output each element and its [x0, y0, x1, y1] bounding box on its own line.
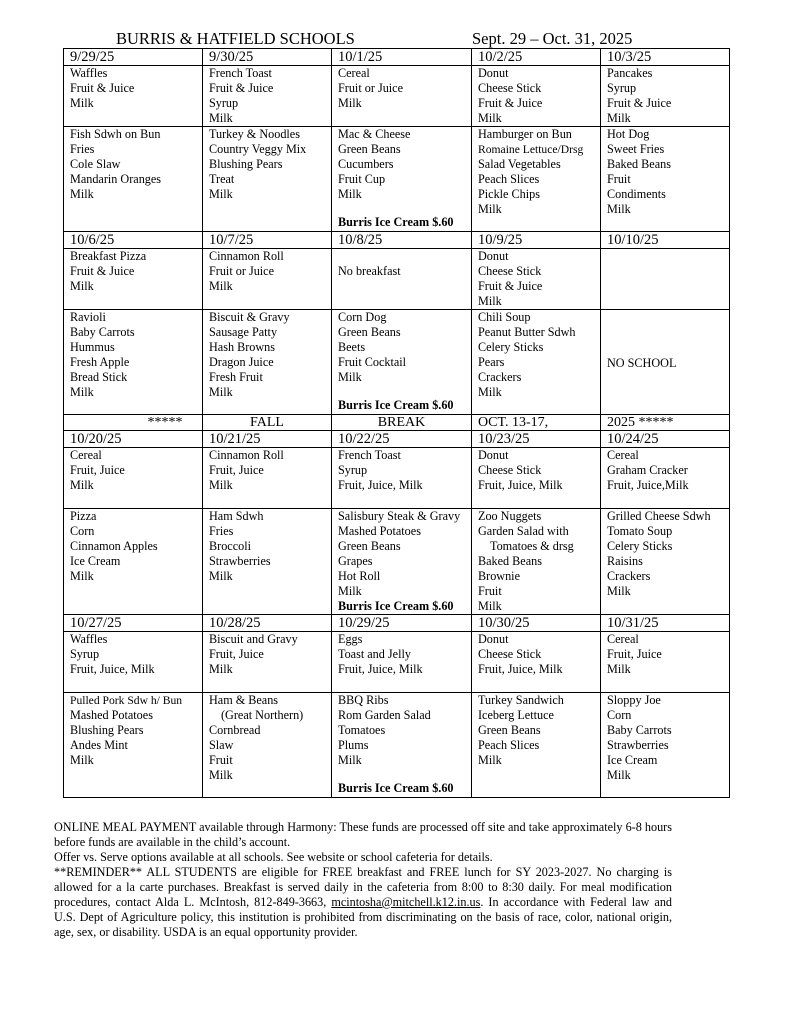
ice-cream-note: Burris Ice Cream $.60	[338, 215, 454, 229]
menu-item: Country Veggy Mix	[209, 142, 307, 156]
school-name: BURRIS & HATFIELD SCHOOLS	[116, 29, 355, 48]
menu-item: Grilled Cheese Sdwh	[607, 509, 711, 523]
menu-item: Biscuit & Gravy	[209, 310, 290, 324]
fall-break-cell: OCT. 13-17,	[472, 415, 601, 431]
footer-policy-text: . In accordance with Federal law and U.S. Dept of Agriculture policy, this institution is prohibited from discriminating on the basis of race, color, national origin, age, sex, or disability. USDA is an equal opportunity provider.	[54, 895, 673, 939]
day-date: 9/30/25	[203, 49, 332, 66]
menu-item: Milk	[478, 599, 502, 613]
menu-item: Hummus	[70, 340, 115, 354]
menu-item: Ham & Beans	[209, 693, 279, 707]
menu-item: Rom Garden Salad	[338, 708, 431, 722]
menu-item: Fruit, Juice, Milk	[338, 662, 423, 676]
lunch-cell	[472, 127, 601, 232]
menu-item: Waffles	[70, 66, 108, 80]
breakfast-cell	[601, 632, 730, 693]
menu-item: Syrup	[209, 96, 239, 110]
menu-item: Bread Stick	[70, 370, 128, 384]
menu-item: Cornbread	[209, 723, 261, 737]
menu-item: Fruit & Juice	[70, 264, 135, 278]
menu-item: Fruit, Juice	[209, 463, 264, 477]
menu-item: Slaw	[209, 738, 234, 752]
lunch-row	[64, 693, 730, 798]
menu-item: Raisins	[607, 554, 643, 568]
menu-item: Cinnamon Roll	[209, 249, 284, 263]
menu-item: Milk	[607, 662, 631, 676]
fall-break-row	[64, 415, 730, 431]
menu-item: Grapes	[338, 554, 373, 568]
lunch-row	[64, 509, 730, 615]
menu-item: Celery Sticks	[607, 539, 673, 553]
menu-item: Zoo Nuggets	[478, 509, 542, 523]
breakfast-cell	[203, 66, 332, 127]
menu-item: Fruit, Juice	[607, 647, 662, 661]
menu-item: French Toast	[338, 448, 401, 462]
menu-item: Milk	[478, 385, 502, 399]
breakfast-row	[64, 448, 730, 509]
menu-item: Milk	[70, 753, 94, 767]
day-date: 10/21/25	[203, 431, 332, 448]
day-date: 10/3/25	[601, 49, 730, 66]
menu-item: Milk	[209, 385, 233, 399]
day-date: 10/10/25	[601, 232, 730, 249]
menu-item: Celery Sticks	[478, 340, 544, 354]
menu-item: Cereal	[607, 448, 639, 462]
menu-item: Fries	[209, 524, 234, 538]
breakfast-cell	[64, 249, 203, 310]
day-date: 10/29/25	[332, 615, 472, 632]
menu-item: Baked Beans	[607, 157, 671, 171]
page-header	[63, 30, 729, 48]
menu-item: Waffles	[70, 632, 108, 646]
menu-item: Fruit, Juice, Milk	[70, 662, 155, 676]
breakfast-cell	[601, 249, 730, 310]
fall-break-cell: FALL	[203, 415, 332, 431]
menu-item: Fruit & Juice	[478, 96, 543, 110]
lunch-cell	[203, 310, 332, 415]
menu-item: Cheese Stick	[478, 647, 542, 661]
fall-break-cell: 2025 *****	[601, 415, 730, 431]
footer-notes	[54, 820, 672, 940]
menu-item: Fruit, Juice, Milk	[478, 662, 563, 676]
menu-item: Milk	[338, 584, 362, 598]
day-date: 10/27/25	[64, 615, 203, 632]
menu-item: Green Beans	[338, 539, 401, 553]
menu-page	[63, 29, 729, 795]
ice-cream-note: Burris Ice Cream $.60	[338, 398, 454, 412]
menu-item: Milk	[209, 111, 233, 125]
menu-item: Milk	[607, 111, 631, 125]
menu-item: Syrup	[607, 81, 637, 95]
menu-item: Cereal	[70, 448, 102, 462]
breakfast-cell	[332, 66, 472, 127]
menu-item: Cereal	[338, 66, 370, 80]
lunch-row	[64, 310, 730, 415]
menu-item: Fruit & Juice	[478, 279, 543, 293]
menu-item: Donut	[478, 448, 509, 462]
menu-item: Mandarin Oranges	[70, 172, 162, 186]
menu-item: Andes Mint	[70, 738, 128, 752]
menu-item: Green Beans	[338, 325, 401, 339]
breakfast-cell	[472, 66, 601, 127]
menu-item: Tomatoes	[338, 723, 386, 737]
breakfast-cell	[332, 249, 472, 310]
breakfast-cell	[601, 66, 730, 127]
menu-item: Corn Dog	[338, 310, 387, 324]
menu-item: Fries	[70, 142, 95, 156]
menu-item: Peach Slices	[478, 172, 540, 186]
lunch-cell	[332, 693, 472, 798]
menu-calendar-table	[63, 48, 730, 798]
menu-item: Milk	[607, 202, 631, 216]
menu-item: Strawberries	[209, 554, 271, 568]
menu-item: Fresh Apple	[70, 355, 130, 369]
day-date: 10/20/25	[64, 431, 203, 448]
menu-item: Iceberg Lettuce	[478, 708, 554, 722]
day-date: 10/31/25	[601, 615, 730, 632]
menu-item: Fruit, Juice	[209, 647, 264, 661]
menu-item: Hot Roll	[338, 569, 381, 583]
menu-item: Fruit, Juice	[70, 463, 125, 477]
menu-item: Turkey & Noodles	[209, 127, 300, 141]
menu-item: Milk	[607, 584, 631, 598]
menu-item: Syrup	[338, 463, 368, 477]
day-date: 10/1/25	[332, 49, 472, 66]
menu-item: Blushing Pears	[209, 157, 283, 171]
lunch-cell	[601, 693, 730, 798]
menu-item: Milk	[209, 478, 233, 492]
day-date: 10/22/25	[332, 431, 472, 448]
menu-item: Pickle Chips	[478, 187, 540, 201]
day-date: 10/8/25	[332, 232, 472, 249]
lunch-cell	[332, 310, 472, 415]
menu-item: Cereal	[607, 632, 639, 646]
menu-table-body	[64, 49, 730, 798]
breakfast-row	[64, 66, 730, 127]
breakfast-cell	[64, 448, 203, 509]
day-date: 10/6/25	[64, 232, 203, 249]
footer-payment-note: ONLINE MEAL PAYMENT available through Harmony: These funds are processed off site and take approximately 6-8 hours before funds are available in the child’s account.	[54, 820, 672, 849]
menu-item: Donut	[478, 249, 509, 263]
lunch-cell	[332, 509, 472, 615]
fall-break-cell: *****	[64, 415, 203, 431]
menu-item: Milk	[338, 187, 362, 201]
menu-item: Milk	[70, 96, 94, 110]
menu-item: Pancakes	[607, 66, 653, 80]
menu-item: Fruit or Juice	[338, 81, 403, 95]
menu-item: Cole Slaw	[70, 157, 121, 171]
lunch-cell	[332, 127, 472, 232]
lunch-cell	[203, 127, 332, 232]
menu-item: Fruit & Juice	[209, 81, 274, 95]
menu-item: BBQ Ribs	[338, 693, 389, 707]
breakfast-cell	[64, 66, 203, 127]
menu-item: Milk	[70, 187, 94, 201]
menu-item: Fruit	[209, 753, 233, 767]
menu-item: Beets	[338, 340, 366, 354]
breakfast-cell	[472, 632, 601, 693]
menu-item: Fruit	[607, 172, 631, 186]
menu-item: Eggs	[338, 632, 363, 646]
menu-item: Sweet Fries	[607, 142, 665, 156]
breakfast-row	[64, 249, 730, 310]
breakfast-cell	[332, 632, 472, 693]
menu-item: Milk	[209, 187, 233, 201]
lunch-cell	[472, 310, 601, 415]
menu-item: Condiments	[607, 187, 666, 201]
menu-item: Mac & Cheese	[338, 127, 411, 141]
menu-item: Baked Beans	[478, 554, 542, 568]
breakfast-cell	[203, 632, 332, 693]
ice-cream-note: Burris Ice Cream $.60	[338, 599, 454, 613]
menu-item: Milk	[209, 279, 233, 293]
menu-item: Sloppy Joe	[607, 693, 661, 707]
menu-item: Peach Slices	[478, 738, 540, 752]
menu-item: Milk	[209, 569, 233, 583]
menu-item: Milk	[70, 569, 94, 583]
breakfast-cell	[472, 448, 601, 509]
menu-item: Milk	[209, 768, 233, 782]
breakfast-cell	[64, 632, 203, 693]
breakfast-cell	[332, 448, 472, 509]
menu-item: Hot Dog	[607, 127, 650, 141]
menu-item: Crackers	[478, 370, 522, 384]
menu-item: Milk	[209, 662, 233, 676]
no-breakfast-note: No breakfast	[338, 264, 401, 278]
menu-item: Strawberries	[607, 738, 669, 752]
menu-item: Salisbury Steak & Gravy	[338, 509, 461, 523]
menu-item: Blushing Pears	[70, 723, 144, 737]
menu-item: Baby Carrots	[70, 325, 135, 339]
menu-item: Tomato Soup	[607, 524, 673, 538]
menu-item: Milk	[70, 478, 94, 492]
menu-item: Treat	[209, 172, 235, 186]
breakfast-cell	[203, 448, 332, 509]
menu-item: Milk	[607, 768, 631, 782]
menu-item: Hash Browns	[209, 340, 276, 354]
menu-item: Milk	[478, 111, 502, 125]
lunch-row	[64, 127, 730, 232]
menu-item: Toast and Jelly	[338, 647, 411, 661]
ice-cream-note: Burris Ice Cream $.60	[338, 781, 454, 795]
lunch-cell	[601, 509, 730, 615]
menu-item: Ice Cream	[70, 554, 121, 568]
footer-reminder-text: **REMINDER** ALL STUDENTS are eligible for FREE breakfast and FREE lunch for SY 2023-2027. No charging is allowed for a la carte purchases. Breakfast is served daily in the cafeteria from 8:00 to 8:30 daily. For meal modification procedures, contact Alda L. McIntosh, 812-849-3663,	[54, 865, 672, 909]
lunch-cell	[64, 693, 203, 798]
menu-item: Sausage Patty	[209, 325, 278, 339]
lunch-cell	[601, 310, 730, 415]
menu-item: Salad Vegetables	[478, 157, 561, 171]
contact-email-link[interactable]: mcintosha@mitchell.k12.in.us	[331, 895, 481, 909]
day-date: 10/2/25	[472, 49, 601, 66]
footer-reminder-note	[54, 865, 672, 940]
menu-item: Milk	[478, 753, 502, 767]
menu-item: Corn	[607, 708, 632, 722]
breakfast-cell	[472, 249, 601, 310]
menu-item: Crackers	[607, 569, 651, 583]
day-date: 10/30/25	[472, 615, 601, 632]
menu-item: Donut	[478, 632, 509, 646]
day-date: 10/28/25	[203, 615, 332, 632]
week-date-row	[64, 49, 730, 66]
menu-item: Cheese Stick	[478, 264, 542, 278]
menu-item: Fruit & Juice	[70, 81, 135, 95]
menu-item: Dragon Juice	[209, 355, 274, 369]
menu-item: Graham Cracker	[607, 463, 688, 477]
menu-item: Plums	[338, 738, 369, 752]
no-school-note: NO SCHOOL	[607, 356, 677, 370]
menu-item: Mashed Potatoes	[338, 524, 421, 538]
lunch-cell	[64, 127, 203, 232]
lunch-cell	[472, 693, 601, 798]
week-date-row	[64, 232, 730, 249]
menu-item: Fruit	[478, 584, 502, 598]
menu-item: Milk	[70, 385, 94, 399]
menu-item: Cinnamon Roll	[209, 448, 284, 462]
menu-item: Biscuit and Gravy	[209, 632, 298, 646]
menu-item: Milk	[338, 370, 362, 384]
menu-item: (Great Northern)	[221, 708, 304, 722]
menu-item: Fruit & Juice	[607, 96, 672, 110]
menu-item: Fresh Fruit	[209, 370, 263, 384]
menu-item: Milk	[478, 294, 502, 308]
menu-item: Ice Cream	[607, 753, 658, 767]
menu-item: Donut	[478, 66, 509, 80]
menu-item: Ravioli	[70, 310, 106, 324]
fall-break-cell: BREAK	[332, 415, 472, 431]
lunch-cell	[64, 509, 203, 615]
menu-item: Fruit Cocktail	[338, 355, 407, 369]
menu-item: Pears	[478, 355, 505, 369]
menu-item: Fruit, Juice, Milk	[478, 478, 563, 492]
menu-item: Tomatoes & drsg	[490, 539, 574, 553]
menu-item: Milk	[70, 279, 94, 293]
day-date: 9/29/25	[64, 49, 203, 66]
breakfast-row	[64, 632, 730, 693]
menu-item: Pizza	[70, 509, 97, 523]
menu-item: Corn	[70, 524, 95, 538]
day-date: 10/9/25	[472, 232, 601, 249]
menu-item: Garden Salad with	[478, 524, 569, 538]
menu-item: Fruit, Juice,Milk	[607, 478, 689, 492]
menu-item: Cheese Stick	[478, 463, 542, 477]
footer-offer-note: Offer vs. Serve options available at all schools. See website or school cafeteria for details.	[54, 850, 493, 864]
lunch-cell	[64, 310, 203, 415]
menu-item: Fruit, Juice, Milk	[338, 478, 423, 492]
day-date: 10/23/25	[472, 431, 601, 448]
menu-item: Mashed Potatoes	[70, 708, 153, 722]
menu-item: Pulled Pork Sdw h/ Bun	[70, 694, 183, 707]
menu-item: Fish Sdwh on Bun	[70, 127, 161, 141]
day-date: 10/7/25	[203, 232, 332, 249]
lunch-cell	[472, 509, 601, 615]
menu-item: Fruit or Juice	[209, 264, 274, 278]
lunch-cell	[203, 693, 332, 798]
menu-item: Cucumbers	[338, 157, 394, 171]
week-date-row	[64, 615, 730, 632]
menu-item: Brownie	[478, 569, 520, 583]
menu-item: Milk	[338, 753, 362, 767]
breakfast-cell	[601, 448, 730, 509]
menu-item: Breakfast Pizza	[70, 249, 147, 263]
menu-item: Fruit Cup	[338, 172, 386, 186]
menu-item: Green Beans	[338, 142, 401, 156]
menu-item: Romaine Lettuce/Drsg	[478, 143, 584, 156]
menu-item: French Toast	[209, 66, 272, 80]
menu-item: Ham Sdwh	[209, 509, 264, 523]
menu-item: Milk	[478, 202, 502, 216]
menu-item: Syrup	[70, 647, 100, 661]
lunch-cell	[203, 509, 332, 615]
day-date: 10/24/25	[601, 431, 730, 448]
breakfast-cell	[203, 249, 332, 310]
date-range: Sept. 29 – Oct. 31, 2025	[472, 29, 633, 48]
menu-item: Turkey Sandwich	[478, 693, 564, 707]
menu-item: Broccoli	[209, 539, 251, 553]
menu-item: Peanut Butter Sdwh	[478, 325, 576, 339]
lunch-cell	[601, 127, 730, 232]
menu-item: Hamburger on Bun	[478, 127, 572, 141]
menu-item: Green Beans	[478, 723, 541, 737]
menu-item: Milk	[338, 96, 362, 110]
menu-item: Cheese Stick	[478, 81, 542, 95]
menu-item: Chili Soup	[478, 310, 531, 324]
menu-item: Baby Carrots	[607, 723, 672, 737]
week-date-row	[64, 431, 730, 448]
menu-item: Cinnamon Apples	[70, 539, 158, 553]
